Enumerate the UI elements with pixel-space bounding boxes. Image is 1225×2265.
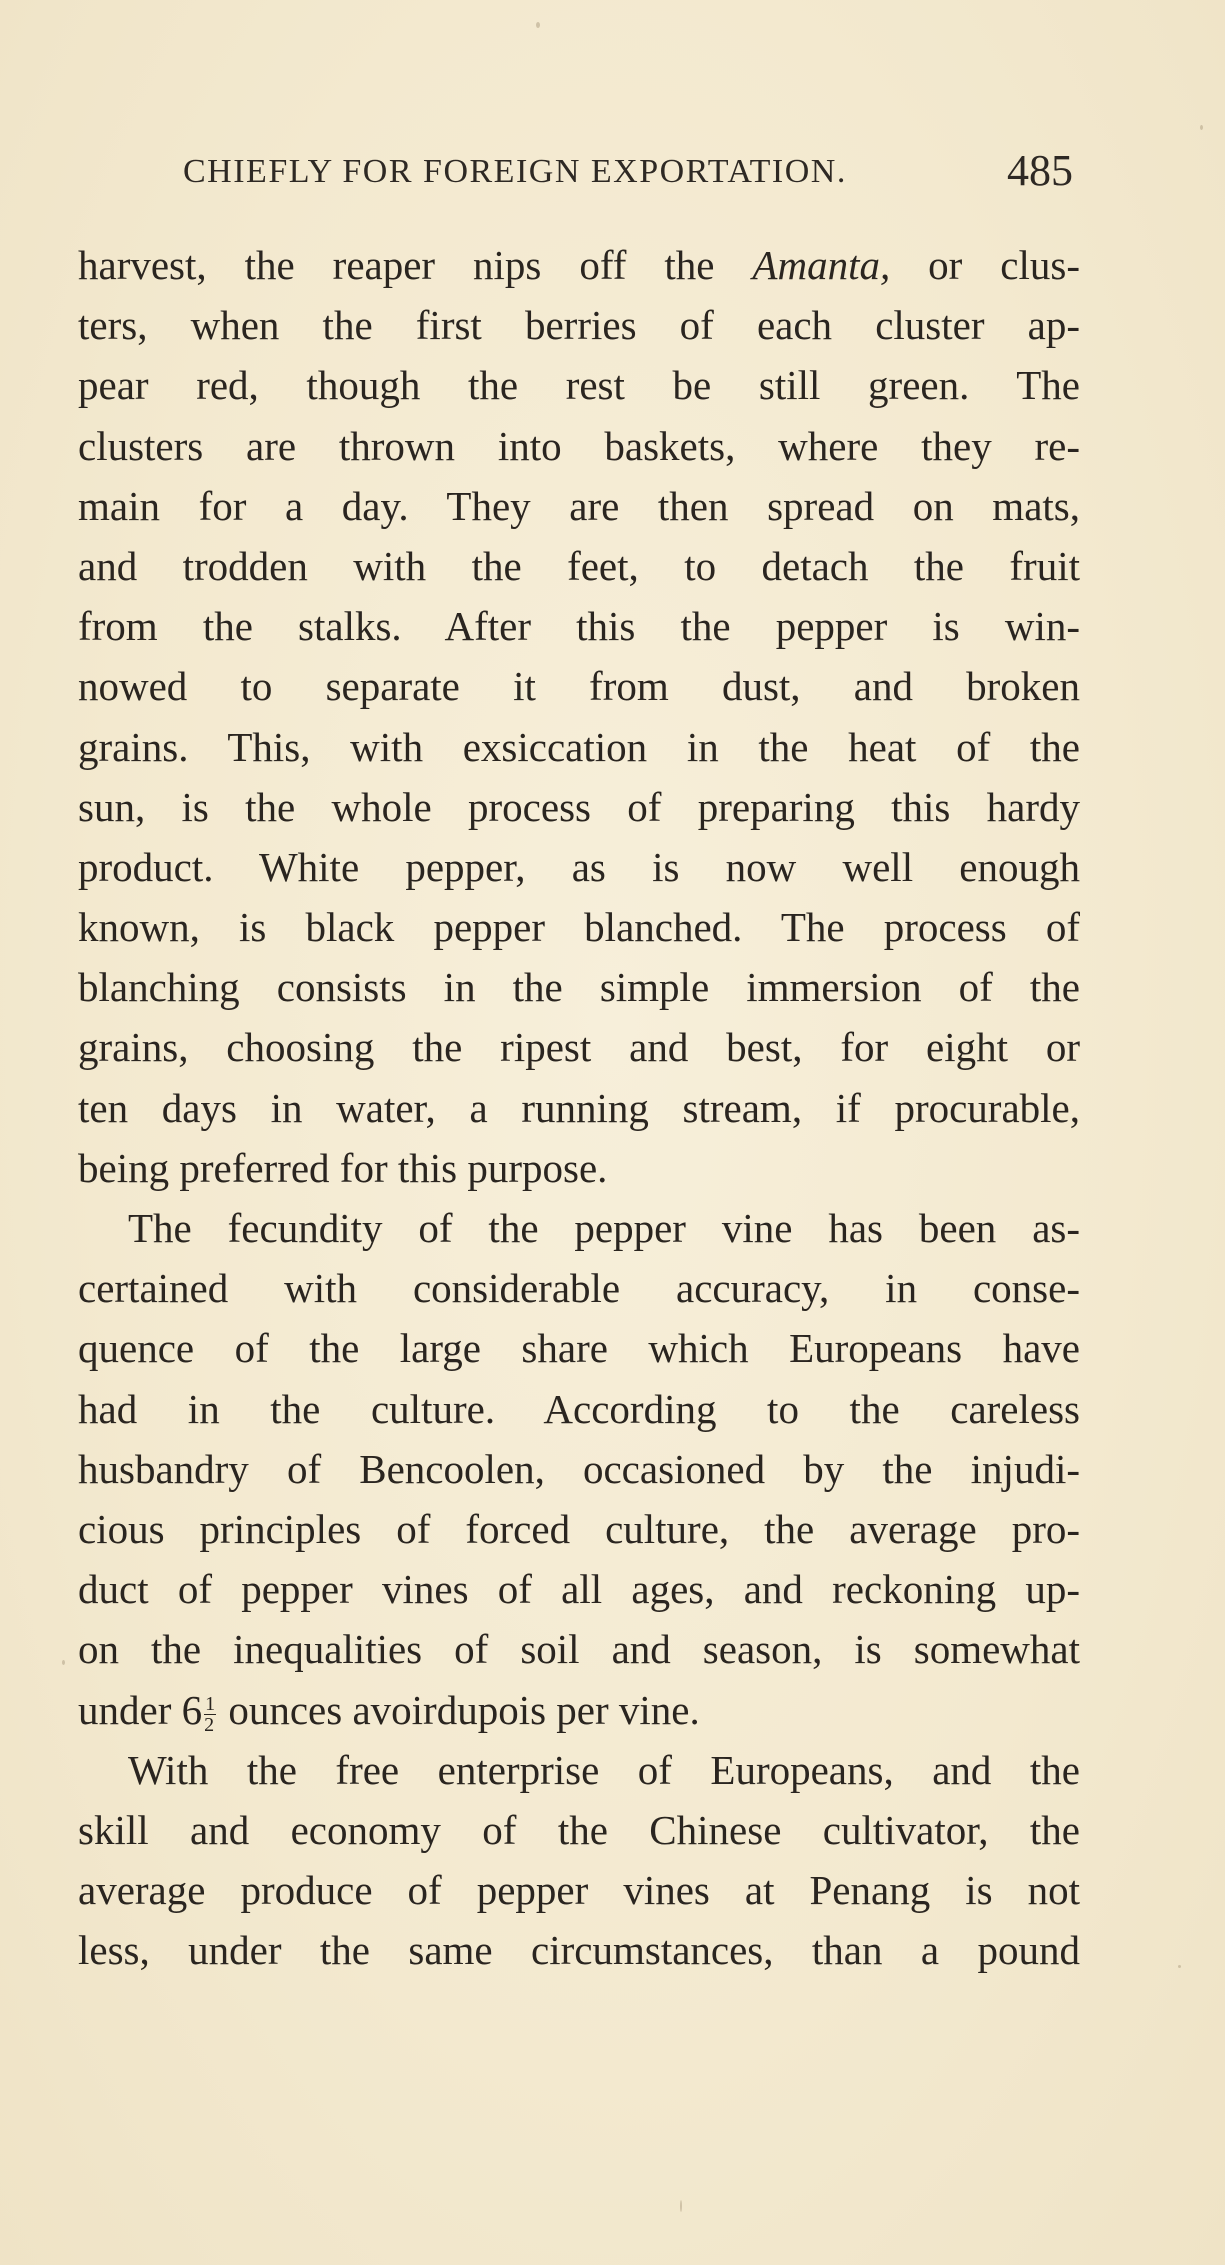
text-line-8: nowed to separate it from dust, and broken bbox=[78, 663, 1080, 710]
paper-speck bbox=[62, 1660, 65, 1665]
text-line-11: product. White pepper, as is now well enough bbox=[78, 843, 1080, 890]
text-line-27: skill and economy of the Chinese cultivator, the bbox=[78, 1806, 1080, 1853]
text-line-10: sun, is the whole process of preparing this hardy bbox=[78, 783, 1080, 830]
running-title: CHIEFLY FOR FOREIGN EXPORTATION. bbox=[183, 153, 847, 190]
running-head bbox=[183, 145, 1073, 195]
text-line-17: The fecundity of the pepper vine has been as- bbox=[128, 1205, 1080, 1251]
text-line-2: ters, when the first berries of each cluster ap- bbox=[78, 302, 1080, 349]
text-line-23: duct of pepper vines of all ages, and reckoning up- bbox=[78, 1566, 1080, 1613]
body-text bbox=[78, 235, 1080, 1980]
text-line-12: known, is black pepper blanched. The process of bbox=[78, 904, 1080, 951]
text-line-24: on the inequalities of soil and season, is somewhat bbox=[78, 1626, 1080, 1673]
text-line-26: With the free enterprise of Europeans, and the bbox=[128, 1746, 1080, 1793]
text-line-1: harvest, the reaper nips off the Amanta, or clus- bbox=[78, 242, 1080, 288]
text-line-3: pear red, though the rest be still green. The bbox=[78, 362, 1080, 409]
text-line-15: ten days in water, a running stream, if procurable, bbox=[78, 1084, 1080, 1131]
text-line-29: less, under the same circumstances, than a pound bbox=[78, 1927, 1080, 1974]
text-line-5: main for a day. They are then spread on mats, bbox=[78, 482, 1080, 529]
text-line-28: average produce of pepper vines at Penang is not bbox=[78, 1867, 1080, 1914]
paper-speck bbox=[1178, 1965, 1181, 1968]
text-line-19: quence of the large share which Europeans have bbox=[78, 1325, 1080, 1372]
text-line-4: clusters are thrown into baskets, where they re- bbox=[78, 422, 1080, 469]
italic-term: Amanta, bbox=[752, 242, 891, 288]
paper-speck bbox=[1200, 125, 1203, 130]
text-line-22: cious principles of forced culture, the average pro- bbox=[78, 1505, 1080, 1552]
text-line-9: grains. This, with exsiccation in the heat of the bbox=[78, 723, 1080, 770]
fraction-one-half: $\frac{1}{2}$ bbox=[204, 1692, 216, 1736]
text-line-20: had in the culture. According to the careless bbox=[78, 1385, 1080, 1432]
text-line-16: being preferred for this purpose. bbox=[78, 1144, 608, 1191]
text-line-6: and trodden with the feet, to detach the fruit bbox=[78, 542, 1080, 589]
page-number: 485 bbox=[1007, 146, 1073, 195]
text-line-25: under 6 $\frac{1}{2}$ ounces avoirdupois per vine. bbox=[78, 1686, 700, 1736]
text-line-7: from the stalks. After this the pepper is win- bbox=[78, 603, 1080, 650]
text-line-18: certained with considerable accuracy, in conse- bbox=[78, 1265, 1080, 1312]
text-line-21: husbandry of Bencoolen, occasioned by the injudi- bbox=[78, 1445, 1080, 1492]
text-line-14: grains, choosing the ripest and best, for eight or bbox=[78, 1024, 1080, 1071]
text-line-13: blanching consists in the simple immersion of the bbox=[78, 964, 1080, 1011]
paper-speck bbox=[680, 2200, 682, 2212]
paper-speck bbox=[536, 22, 540, 28]
